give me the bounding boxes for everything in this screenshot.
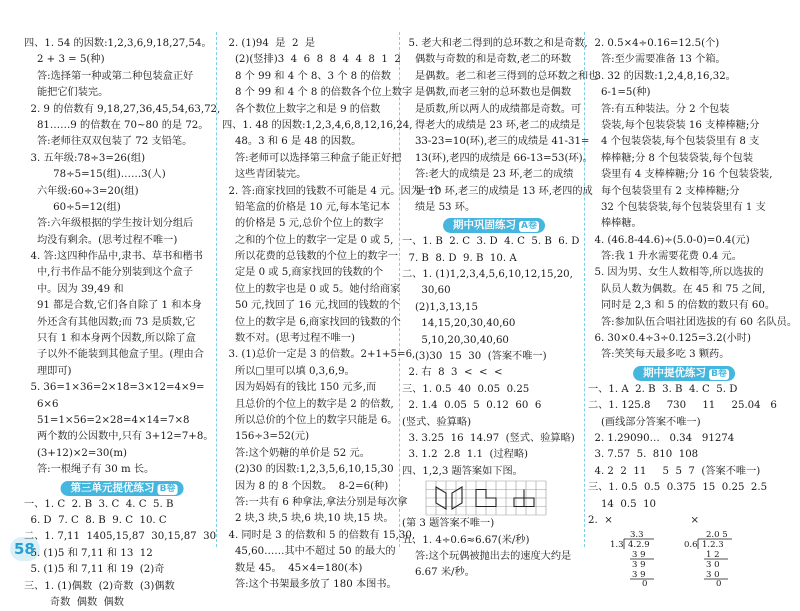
answer-line: 数是 45。 45×4=180(本) [222,562,363,574]
section-header [588,364,780,382]
svg-text:3 0: 3 0 [706,570,720,581]
svg-text:3 9: 3 9 [632,560,646,571]
answer-line: 4. 2 2 11 5 5 7 (答案不唯一) [588,465,761,477]
svg-text:3 0: 3 0 [706,560,720,571]
svg-text:2.0 5: 2.0 5 [706,530,728,541]
svg-text:0.6: 0.6 [684,540,698,551]
answer-line: 答:这个奶糖的单价是 52 元。 [222,447,370,459]
svg-text:1.2.3: 1.2.3 [702,540,724,551]
answer-line: (画线部分答案不唯一) [588,416,701,428]
answer-block [402,234,586,480]
answer-line: 5. 36=1×36=2×18=3×12=4×9= [24,382,205,394]
answer-line: 32 个包装袋装,每个包装袋里有 1 支 [588,201,766,213]
svg-text:0: 0 [642,579,648,590]
answer-line: 四、1. 48 的因数:1,2,3,4,6,8,12,16,24, [222,119,413,131]
answer-line: 2. 1.29090… 0.34 91274 [588,432,735,444]
column-3 [402,36,599,582]
svg-text:0: 0 [716,579,722,590]
answer-line: 一、1. A 2. B 3. B 4. C 5. D [588,383,738,395]
answer-line: 4. 答:这四种作品中,隶书、草书和楷书 [24,251,203,263]
answer-block [402,533,586,582]
answer-line: 位上的数字也是 0 或 5。她付给商家 [222,283,401,295]
answer-line: 位上的数字是 6,商家找回的钱数的个 [222,316,401,328]
answer-line: 14,15,20,30,40,60 [402,318,516,330]
section-header [402,216,586,234]
answer-line: 袋装,每个包装袋装 16 支棒棒糖;分 [588,119,760,131]
answer-line: 6. D 7. C 8. B 9. C 10. C [24,514,167,526]
long-division-drawing [588,529,778,590]
answer-line: (2)1,3,13,15 [402,301,478,313]
answer-line: 5. 老大和老二得到的总环数之和是奇数, [402,38,588,49]
section-header [24,479,220,497]
answer-line: 因为 8 的 8 个因数。 8-2=6(种) [222,480,389,492]
answer-line: 5. (1)5 和 7,11 和 19 (2)奇 [24,564,165,576]
answer-line: 3. 五年级:78÷3=26(组) [24,152,146,164]
figure-caption: (第 3 题答案不唯一) [402,518,495,530]
answer-line: 是偶数,而老三射的总环数也是偶数 [402,87,572,99]
svg-text:1.3: 1.3 [610,540,624,551]
answer-line: 答:参加队伍合唱社团选拔的有 60 名队员。 [588,316,798,328]
answer-line: 得老大的成绩是 23 环,老二的成绩是 [402,119,581,131]
answer-line: 三、1. 0.5 40 0.05 0.25 [402,383,530,395]
answer-line: 五、1. 4÷0.6≈6.67(米/秒) [402,534,530,546]
answer-line: 13(环),老四的成绩是 66-13=53(环)。 [402,152,593,164]
answer-line: 6. 30×0.4÷3÷0.125=3.2(小时) [588,333,751,345]
answer-block [24,497,220,611]
answer-line: (竖式、验算略) [402,416,472,428]
answer-line: 2. 右 8 3 < < < [402,367,503,379]
answer-line: 同时是 2,3 和 5 的倍数的数只有 60。 [588,300,776,312]
answer-line: 8 个 99 和 4 个 8 的倍数各个位上数字 [222,87,413,99]
section-header-pill [61,481,184,496]
answer-line: 四、1,2,3 题答案如下图。 [402,465,523,477]
answer-line: 是质数,所以两人的成绩都是奇数。可 [402,103,582,115]
answer-line: 6.67 米/秒。 [402,567,475,579]
answer-line: 绩是 53 环。 [402,201,476,213]
answer-line: 三、1. 0.5 0.5 0.375 15 0.25 2.5 [588,482,768,494]
answer-line: (3+12)×2=30(m) [24,447,128,459]
answer-line: 2. 答:商家找回的钱数不可能是 4 元。因为一个 [222,185,442,197]
section-title: 期中提优练习 [643,366,707,379]
answer-line: 棒棒糖。 [588,218,642,230]
answer-line: 答:老大的成绩是 23 环,老二的成绩 [402,169,574,181]
answer-line: 3. 1.2 2.8 1.1 (过程略) [402,449,528,461]
answer-line: 二、1. 7,11 1405,15,87 30,15,87 30 [24,531,217,543]
answer-line: (2)30 的因数:1,2,3,5,6,10,15,30 [222,464,394,476]
answer-line: 30,60 [402,285,451,297]
answer-block [24,36,220,479]
answer-line: 是偶数。老二和老三得到的总环数之和也 [402,70,599,82]
answer-block [402,36,599,216]
answer-line: 答:一共有 6 种拿法,拿法分别是每次拿 [222,496,408,508]
answer-line: 答:老师往双双包装了 72 支铅笔。 [24,136,193,148]
division-answer-label: 2. × × [588,514,699,526]
answer-line: 铅笔盒的价格是 10 元,每本笔记本 [222,201,391,213]
answer-line: 156÷3=52(元) [222,431,310,443]
answer-line: 51=1×56=2×28=4×14=7×8 [24,414,190,426]
answer-line: 且总价的个位上的数字是 2 的倍数, [222,398,394,410]
answer-line: 60÷5=12(组) [24,201,121,213]
svg-text:4.2.9: 4.2.9 [628,540,650,551]
answer-line: 袋里有 4 支棒棒糖;分 16 个包装袋装, [588,169,773,181]
answer-line: 答:这个玩偶被抛出去的速度大约是 [402,550,572,562]
answer-line: 3. 7.57 5. 810 108 [588,449,699,461]
answer-line: 棒棒糖;分 8 个包装袋装,每个包装 [588,152,754,164]
answer-line: (2)(竖排)3 4 6 8 8 4 4 8 1 2 [222,54,401,66]
column-1 [24,36,220,611]
answer-line: 33-23=10(环),老三的成绩是 41-31= [402,136,590,148]
answer-line: 子以外不能装到其他盒子里。(理由合 [24,349,204,361]
section-badge: B卷 [159,483,176,494]
answer-line: 2. 9 的倍数有 9,18,27,36,45,54,63,72, [24,103,221,115]
answer-line: 各个数位上数字之和是 9 的倍数 [222,103,381,115]
answer-line: 4. 同时是 3 的倍数和 5 的倍数有 15,30, [222,529,416,541]
answer-line: 因为妈妈有的钱比 150 元多,而 [222,382,377,394]
answer-line: 的价格是 5 元,总价个位上的数字 [222,218,384,230]
answer-line: 外还含有其他因数;而 73 是质数,它 [24,316,196,328]
answer-line: 45,60……其中不超过 50 的最大的 [222,546,396,558]
answer-line: 之和的个位上的数字一定是 0 或 5, [222,234,394,246]
answer-line: 答:我 1 升水需要花费 0.4 元。 [588,251,742,263]
grid-figure-drawing [426,481,546,515]
answer-line: 数不对。(思考过程不唯一) [222,333,355,345]
answer-line: 二、1. 125.8 730 11 25.04 6 [588,400,777,412]
answer-line: 均没有剩余。(思考过程不唯一) [24,234,178,246]
page-number: 58 [14,540,35,558]
answer-line: 6×6 [24,398,59,410]
answer-line: 5,10,20,30,40,60 [402,334,509,346]
answer-line: 答:至少需要准备 13 个箱。 [588,54,726,66]
long-division-figure [588,529,780,590]
answer-line: 理即可) [24,365,72,377]
answer-line: 中。因为 39,49 和 [24,283,124,295]
answer-line: 四、1. 54 的因数:1,2,3,6,9,18,27,54。 [24,38,212,49]
answer-line: 5. 因为男、女生人数相等,所以选拔的 [588,267,764,279]
answer-line: 一、1. B 2. C 3. D 4. C 5. B 6. D [402,236,580,248]
answer-line: 所以□里可以填 0,3,6,9。 [222,365,355,377]
answer-line: 一、1. C 2. B 3. C 4. C 5. B [24,498,174,510]
answer-line: 50 元,找回了 16 元,找回的钱数的个 [222,300,400,312]
section-badge: A卷 [521,221,537,232]
answer-line: 48。3 和 6 是 48 的因数。 [222,136,362,148]
answer-block [588,36,798,364]
answer-line: 能把它们装完。 [24,87,109,99]
answer-line: 三、1. (1)偶数 (2)奇数 (3)偶数 [24,580,175,592]
answer-line: 答:选择第一种或第二种包装盒正好 [24,70,194,82]
answer-block [588,382,780,513]
answer-line: 这些青团装完。 [222,169,307,181]
section-title: 第三单元提优练习 [70,481,155,494]
section-header-pill [633,366,735,381]
svg-text:3 9: 3 9 [632,550,646,561]
answer-line: 二、1. (1)1,2,3,4,5,6,10,12,15,20, [402,269,573,281]
grid-figure [402,480,586,516]
answer-line: 78÷5=15(组)……3(人) [24,169,166,181]
answer-line: (3)30 15 30 (答案不唯一) [402,351,547,363]
answer-line: 答:有五种装法。分 2 个包装 [588,103,730,115]
answer-line: 2. 1.4 0.05 5 0.12 60 6 [402,400,542,412]
answer-line: 2. (1)94 是 2 是 [222,38,316,49]
svg-text:3.3: 3.3 [630,530,644,541]
answer-line: 2 + 3 = 5(种) [24,54,105,66]
answer-line: 14 0.5 10 [588,498,657,510]
answer-line: 是 10 环,老三的成绩是 13 环,老四的成 [402,185,593,197]
answer-line: 2. 0.5×4÷0.16=12.5(个) [588,38,720,49]
answer-line: 2 块,3 块,5 块,6 块,10 块,15 块。 [222,513,394,525]
answer-line: 答:六年级根据的学生按计划分组后 [24,218,194,230]
answer-line: 队员人数为偶数。在 45 和 75 之间, [588,283,766,295]
answer-line: 4 个包装袋装,每个包装袋里有 8 支 [588,136,760,148]
answer-line: 奇数 偶数 偶数 [24,596,124,608]
answer-line: 答:这个书架最多放了 180 本图书。 [222,578,397,590]
answer-line: 答:笑笑每天最多吃 3 颗药。 [588,349,730,361]
answer-line: 5. (1)5 和 7,11 和 13 12 [24,547,153,559]
answer-line: 所以总价的个位上的数字只能是 6。 [222,414,398,426]
answer-line: 每个包装袋里有 2 支棒棒糖;分 [588,185,740,197]
answer-line: 7. B 8. D 9. B 10. A [402,252,517,264]
answer-line: 只有 1 和本身两个因数,所以除了盒 [24,333,196,345]
answer-line: 中,行书作品不能分别装到这个盒子 [24,267,194,279]
answer-line: 6-1=5(种) [588,87,651,99]
section-title: 期中巩固练习 [453,219,517,232]
answer-line: 3. 32 的因数:1,2,4,8,16,32。 [588,70,736,82]
answer-line: 两个数的公因数中,只有 3+12=7+8。 [24,431,214,443]
column-4 [588,36,798,590]
svg-text:1 2: 1 2 [706,550,720,561]
answer-line: 答:老师可以选择第三种盒子能正好把 [222,152,402,164]
section-badge: B卷 [711,368,727,379]
answer-line: 91 都是合数,它们各自除了 1 和本身 [24,300,202,312]
answer-line: 8 个 99 和 4 个 8、3 个 8 的倍数 [222,70,391,82]
answer-line: 81……9 的倍数在 70~80 的是 72。 [24,119,209,131]
answer-line: 3. (1)总价一定是 3 的倍数。2+1+5=6, [222,349,416,361]
answer-line: 4. (46.8-44.6)÷(5.0-0)=0.4(元) [588,234,750,246]
answer-line: 3. 3.25 16 14.97 (竖式、验算略) [402,432,575,444]
answer-line: 所以花费的总钱数的个位上的数字一 [222,251,398,263]
answer-line: 偶数与奇数的和是奇数,老二的环数 [402,54,572,66]
answer-line: 六年级:60÷3=20(组) [24,185,139,197]
section-header-pill [443,218,545,233]
svg-text:3 9: 3 9 [632,570,646,581]
answer-line: 定是 0 或 5,商家找回的钱数的个 [222,267,384,279]
answer-line: 答:一根绳子有 30 m 长。 [24,464,155,476]
